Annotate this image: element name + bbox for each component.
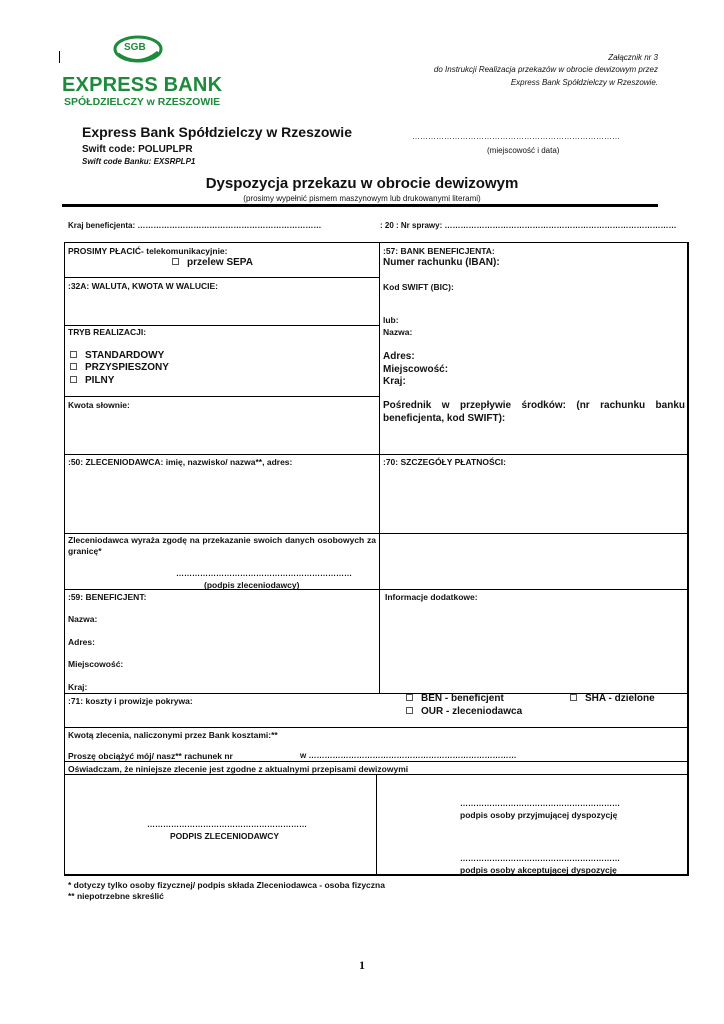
rule: [64, 396, 379, 397]
bank-address-label: Adres:: [383, 351, 415, 362]
case-number-field[interactable]: : 20 : Nr sprawy: ……………………………………………………………………………: [380, 221, 677, 230]
beneficiary-city-label: Miejscowość:: [68, 659, 124, 669]
annex-line-3: Express Bank Spółdzielczy w Rzeszowie.: [510, 78, 658, 87]
fees-ben-checkbox[interactable]: [406, 694, 413, 701]
payment-details-label: :70: SZCZEGÓŁY PŁATNOŚCI:: [383, 457, 506, 467]
mode-standard-option[interactable]: [70, 350, 164, 361]
accept-sign-label: podpis osoby przyjmującej dyspozycję: [460, 810, 618, 820]
swift-code: Swift code: POLUPLPR: [82, 144, 193, 155]
rule: [64, 325, 379, 326]
rule: [64, 533, 689, 534]
page-number: 1: [359, 958, 365, 972]
sepa-checkbox[interactable]: [172, 258, 179, 265]
charge-account-bank-field[interactable]: w ……………………………………………………………………: [300, 751, 517, 760]
declaration-text: Oświadczam, że niniejsze zlecenie jest zgodne z aktualnymi przepisami dewizowymi: [68, 764, 409, 774]
client-sign-label: PODPIS ZLECENIODAWCY: [170, 831, 280, 841]
fees-our-checkbox[interactable]: [406, 707, 413, 714]
beneficiary-country-label: Kraj:: [68, 682, 88, 692]
margin-mark: [59, 51, 60, 63]
rule: [64, 277, 379, 278]
fees-ben-label: BEN - beneficjent: [421, 693, 504, 704]
extra-info-label: Informacje dodatkowe:: [385, 592, 478, 602]
fees-sha-option[interactable]: [570, 693, 655, 704]
client-sign-dots: ……………………………………………………: [147, 820, 307, 829]
accept-sign-dots: ……………………………………………………: [460, 799, 620, 808]
mode-standard-checkbox[interactable]: [70, 351, 77, 358]
bic-label: Kod SWIFT (BIC):: [383, 282, 454, 292]
charge-amount-label: Kwotą zlecenia, naliczonymi przez Bank kosztami:**: [68, 730, 278, 740]
fees-sha-checkbox[interactable]: [570, 694, 577, 701]
intermediary-label: Pośrednik w przepływie środków: (nr rachunku banku beneficjenta, kod SWIFT):: [383, 400, 685, 424]
ordering-party-label: :50: ZLECENIODAWCA: imię, nazwisko/ nazwa**, adres:: [68, 457, 293, 467]
footnote-2: ** niepotrzebne skreślić: [68, 891, 164, 901]
fees-sha-label: SHA - dzielone: [585, 693, 655, 704]
beneficiary-label: :59: BENEFICJENT:: [68, 592, 147, 602]
sepa-option[interactable]: [172, 257, 253, 268]
amount-words-label: Kwota słownie:: [68, 400, 130, 410]
beneficiary-address-label: Adres:: [68, 637, 95, 647]
column-divider-lower: [376, 774, 377, 876]
fees-our-option[interactable]: [406, 706, 522, 717]
or-label: lub:: [383, 315, 399, 325]
mode-urgent-option[interactable]: [70, 375, 114, 386]
logo-subtitle: SPÓŁDZIELCZY w RZESZOWIE: [64, 96, 221, 108]
iban-label: Numer rachunku (IBAN):: [383, 257, 500, 268]
fees-our-label: OUR - zleceniodawca: [421, 706, 523, 717]
mode-urgent-label: PILNY: [85, 375, 115, 386]
rule: [64, 761, 689, 762]
footnote-1: * dotyczy tylko osoby fizycznej/ podpis składa Zleceniodawca - osoba fizyczna: [68, 880, 385, 890]
beneficiary-country-field[interactable]: Kraj beneficjenta: ……………………………………………………………: [68, 221, 322, 230]
mode-fast-label: PRZYSPIESZONY: [85, 362, 169, 373]
consent-sign-dots: …………………………………………………………: [176, 569, 352, 578]
approve-sign-label: podpis osoby akceptującej dyspozycję: [460, 865, 617, 875]
sepa-option-label: przelew SEPA: [187, 257, 253, 268]
fees-ben-option[interactable]: [406, 693, 504, 704]
annex-line-1: Załącznik nr 3: [608, 53, 658, 62]
pay-label: PROSIMY PŁACIĆ- telekomunikacyjnie:: [68, 246, 228, 256]
rule: [64, 454, 689, 455]
mode-urgent-checkbox[interactable]: [70, 376, 77, 383]
page-title: Dyspozycja przekazu w obrocie dewizowym: [205, 175, 519, 192]
beneficiary-bank-label: :57: BANK BENEFICJENTA:: [383, 246, 495, 256]
bank-name-label: Nazwa:: [383, 327, 413, 337]
logo-name: EXPRESS BANK: [62, 74, 223, 96]
mode-fast-option[interactable]: [70, 362, 169, 373]
rule: [64, 589, 689, 590]
column-divider-upper: [379, 242, 380, 694]
swift-code-bank: Swift code Banku: EXSRPLP1: [82, 157, 196, 166]
annex-line-2: do Instrukcji Realizacja przekazów w obrocie dewizowym przez: [433, 65, 658, 74]
fees-label: :71: koszty i prowizje pokrywa:: [68, 696, 193, 706]
sgb-badge-text: SGB: [124, 42, 146, 53]
mode-label: TRYB REALIZACJI:: [68, 327, 147, 337]
title-rule: [62, 204, 658, 207]
beneficiary-name-label: Nazwa:: [68, 614, 98, 624]
place-date-label: (miejscowość i data): [487, 146, 560, 155]
mode-fast-checkbox[interactable]: [70, 363, 77, 370]
bank-country-label: Kraj:: [383, 376, 406, 387]
consent-text: Zleceniodawca wyraża zgodę na przekazanie swoich danych osobowych za granicę*: [68, 535, 376, 556]
currency-amount-label: :32A: WALUTA, KWOTA W WALUCIE:: [68, 281, 218, 291]
rule: [64, 727, 689, 728]
place-date-dots: ……………………………………………………………………: [412, 132, 620, 141]
page-subtitle: (prosimy wypełnić pismem maszynowym lub drukowanymi literami): [243, 194, 481, 203]
charge-account-label: Proszę obciążyć mój/ nasz** rachunek nr: [68, 751, 233, 761]
approve-sign-dots: ……………………………………………………: [460, 854, 620, 863]
bank-city-label: Miejscowość:: [383, 364, 449, 375]
bank-name: Express Bank Spółdzielczy w Rzeszowie: [82, 124, 352, 140]
mode-standard-label: STANDARDOWY: [85, 350, 165, 361]
consent-sign-label: (podpis zleceniodawcy): [204, 580, 300, 590]
